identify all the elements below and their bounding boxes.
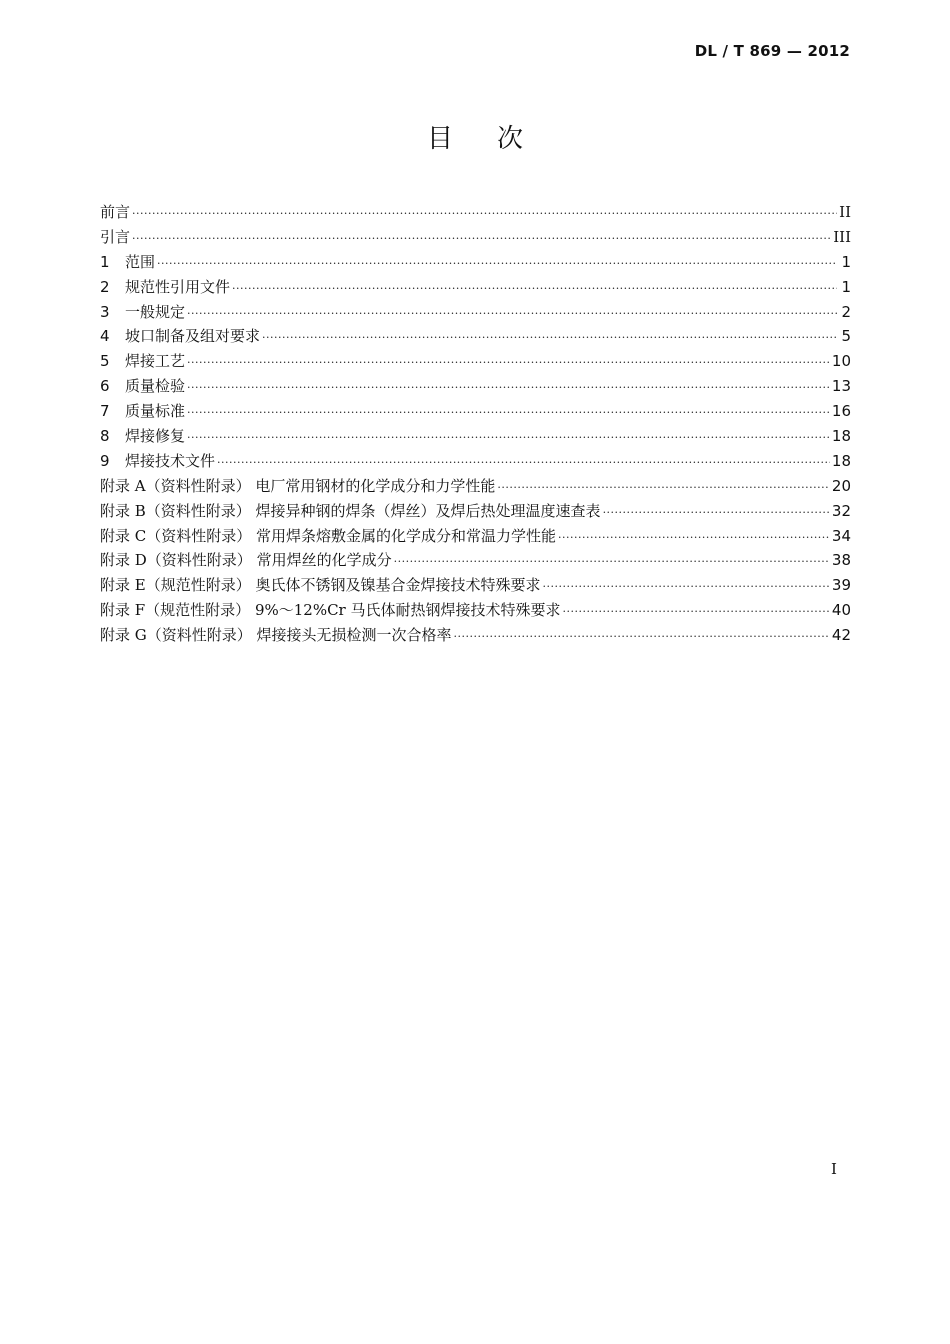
toc-entry-page: 42	[831, 626, 851, 645]
toc-entry[interactable]	[100, 548, 851, 573]
toc-entry-number: 7	[100, 402, 110, 421]
toc-entry[interactable]	[100, 573, 851, 598]
toc-entry-label: 坡口制备及组对要求	[125, 327, 261, 346]
toc-entry-page: 40	[831, 601, 851, 620]
toc-entry-label: 焊接技术文件	[125, 451, 216, 470]
toc-entry-page: 20	[831, 476, 851, 495]
toc-leader-dots	[454, 625, 830, 650]
toc-entry-page: 39	[831, 576, 851, 595]
toc-entry-number: 9	[100, 451, 110, 470]
toc-entry-label: 前言	[100, 203, 131, 221]
toc-entry[interactable]	[100, 524, 851, 549]
toc-entry[interactable]	[100, 275, 851, 300]
toc-leader-dots	[187, 351, 830, 376]
toc-leader-dots	[563, 600, 830, 625]
toc-entry-page: 32	[831, 501, 851, 520]
toc-entry-page: 18	[831, 427, 851, 446]
toc-leader-dots	[543, 575, 830, 600]
toc-entry-number: 6	[100, 377, 110, 396]
toc-entry[interactable]	[100, 225, 851, 250]
page-number: I	[831, 1160, 837, 1178]
toc-leader-dots	[497, 476, 830, 501]
toc-entry-page: 2	[841, 302, 851, 321]
toc-entry-number: 5	[100, 352, 110, 371]
toc-entry-number: 3	[100, 302, 110, 321]
toc-entry[interactable]	[100, 300, 851, 325]
toc-entry-page: II	[839, 203, 851, 221]
toc-entry-label: 焊接修复	[125, 427, 186, 446]
toc-entry-page: 1	[841, 252, 851, 271]
table-of-contents	[100, 200, 851, 648]
toc-entry[interactable]	[100, 598, 851, 623]
toc-entry-label: 附录 E（规范性附录） 奥氏体不锈钢及镍基合金焊接技术特殊要求	[100, 576, 541, 595]
toc-entry-page: 18	[831, 451, 851, 470]
toc-leader-dots	[603, 501, 830, 526]
toc-entry-page: 34	[831, 526, 851, 545]
toc-leader-dots	[187, 376, 830, 401]
toc-entry-label: 附录 C（资料性附录） 常用焊条熔敷金属的化学成分和常温力学性能	[100, 526, 557, 545]
toc-leader-dots	[187, 302, 837, 327]
toc-entry[interactable]	[100, 499, 851, 524]
toc-leader-dots	[217, 451, 830, 476]
toc-entry-number: 2	[100, 277, 110, 296]
toc-leader-dots	[394, 550, 830, 575]
toc-entry-label: 附录 B（资料性附录） 焊接异种钢的焊条（焊丝）及焊后热处理温度速查表	[100, 501, 601, 520]
toc-leader-dots	[157, 252, 837, 277]
toc-entry[interactable]	[100, 250, 851, 275]
toc-entry[interactable]	[100, 200, 851, 225]
toc-entry[interactable]	[100, 349, 851, 374]
toc-entry[interactable]	[100, 449, 851, 474]
toc-entry[interactable]	[100, 623, 851, 648]
toc-entry[interactable]	[100, 374, 851, 399]
toc-entry-label: 范围	[125, 252, 156, 271]
toc-entry-number: 8	[100, 427, 110, 446]
toc-leader-dots	[132, 227, 831, 252]
toc-entry-label: 质量检验	[125, 377, 186, 396]
toc-entry-page: 1	[841, 277, 851, 296]
toc-entry-label: 附录 A（资料性附录） 电厂常用钢材的化学成分和力学性能	[100, 476, 496, 495]
toc-entry-page: 38	[831, 551, 851, 570]
toc-entry-page: 13	[831, 377, 851, 396]
toc-entry-page: 10	[831, 352, 851, 371]
toc-leader-dots	[187, 401, 830, 426]
toc-entry[interactable]	[100, 399, 851, 424]
toc-entry-number: 4	[100, 327, 110, 346]
toc-entry-page: 5	[841, 327, 851, 346]
toc-entry-label: 一般规定	[125, 302, 186, 321]
toc-leader-dots	[232, 277, 837, 302]
toc-entry-label: 质量标准	[125, 402, 186, 421]
toc-entry-label: 附录 G（资料性附录） 焊接接头无损检测一次合格率	[100, 626, 452, 645]
toc-leader-dots	[132, 202, 837, 227]
toc-entry-label: 焊接工艺	[125, 352, 186, 371]
toc-entry-label: 附录 D（资料性附录） 常用焊丝的化学成分	[100, 551, 392, 570]
page-title: 目次	[426, 124, 567, 154]
toc-entry-label: 规范性引用文件	[125, 277, 231, 296]
toc-leader-dots	[558, 526, 830, 551]
toc-entry-label: 附录 F（规范性附录） 9%～12%Cr 马氏体耐热钢焊接技术特殊要求	[100, 601, 561, 620]
toc-leader-dots	[262, 326, 837, 351]
toc-entry[interactable]	[100, 424, 851, 449]
toc-entry[interactable]	[100, 324, 851, 349]
toc-entry[interactable]	[100, 474, 851, 499]
toc-entry-page: 16	[831, 402, 851, 421]
document-code: DL / T 869 — 2012	[694, 42, 850, 60]
toc-entry-label: 引言	[100, 227, 131, 246]
toc-leader-dots	[187, 426, 830, 451]
toc-entry-page: III	[833, 227, 851, 246]
toc-entry-number: 1	[100, 252, 110, 271]
